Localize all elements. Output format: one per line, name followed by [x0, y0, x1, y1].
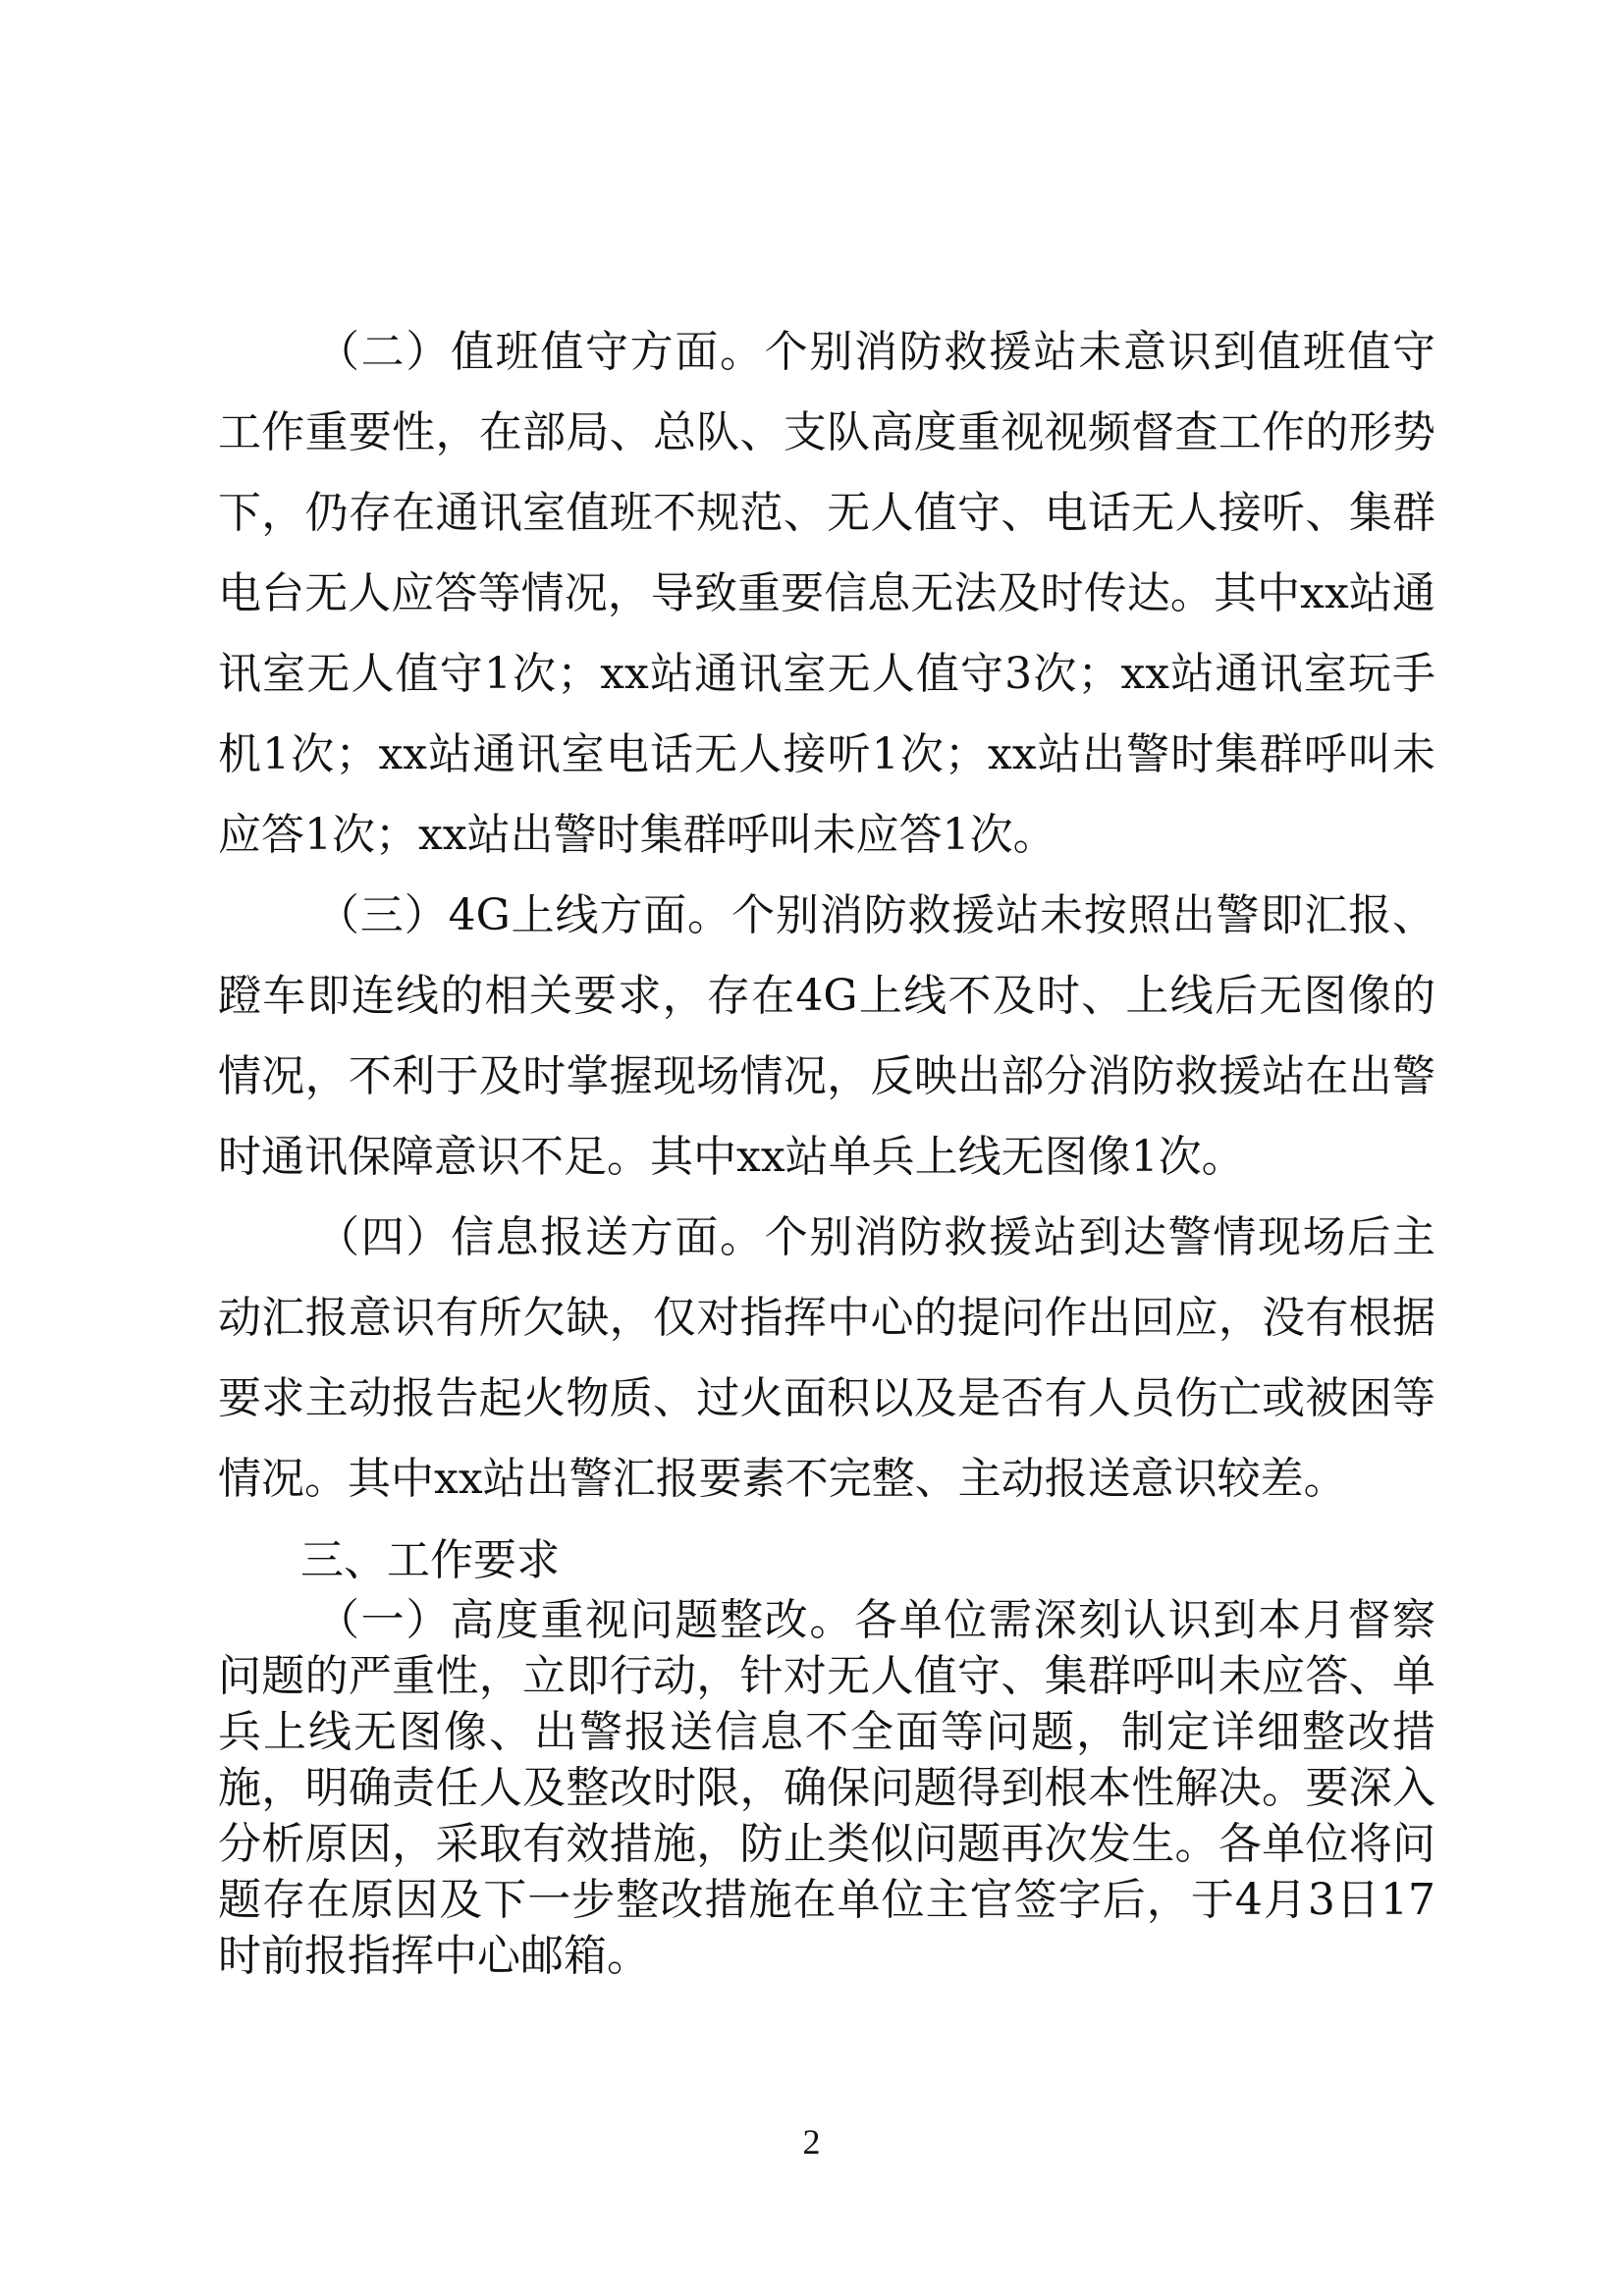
paragraph-4g-online: （三）4G上线方面。个别消防救援站未按照出警即汇报、蹬车即连线的相关要求，存在4G上线不及时、上线后无图像的情况，不利于及时掌握现场情况，反映出部分消防救援站在出警时通讯保障意识不足。其中xx站单兵上线无图像1次。: [218, 890, 1435, 1182]
paragraph-info-report: （四）信息报送方面。个别消防救援站到达警情现场后主动汇报意识有所欠缺，仅对指挥中心的提问作出回应，没有根据要求主动报告起火物质、过火面积以及是否有人员伤亡或被困等情况。其中xx站出警汇报要素不完整、主动报送意识较差。: [218, 1212, 1435, 1504]
section-heading-requirements: 三、工作要求: [300, 1535, 560, 1585]
paragraph-duty-watch: （二）值班值守方面。个别消防救援站未意识到值班值守工作重要性，在部局、总队、支队高度重视视频督查工作的形势下，仍存在通讯室值班不规范、无人值守、电话无人接听、集群电台无人应答等情况，导致重要信息无法及时传达。其中xx站通讯室无人值守1次；xx站通讯室无人值守3次；xx站通讯室玩手机1次；xx站通讯室电话无人接听1次；xx站出警时集群呼叫未应答1次；xx站出警时集群呼叫未应答1次。: [218, 327, 1435, 860]
paragraph-rectification: （一）高度重视问题整改。各单位需深刻认识到本月督察问题的严重性，立即行动，针对无人值守、集群呼叫未应答、单兵上线无图像、出警报送信息不全面等问题，制定详细整改措施，明确责任人及整改时限，确保问题得到根本性解决。要深入分析原因，采取有效措施，防止类似问题再次发生。各单位将问题存在原因及下一步整改措施在单位主官签字后，于4月3日17时前报指挥中心邮箱。: [218, 1595, 1435, 1981]
page-number: 2: [802, 2122, 821, 2162]
requirements-section: [218, 1592, 1435, 1984]
document-body: [218, 312, 1435, 1984]
problem-section: [218, 312, 1435, 1520]
